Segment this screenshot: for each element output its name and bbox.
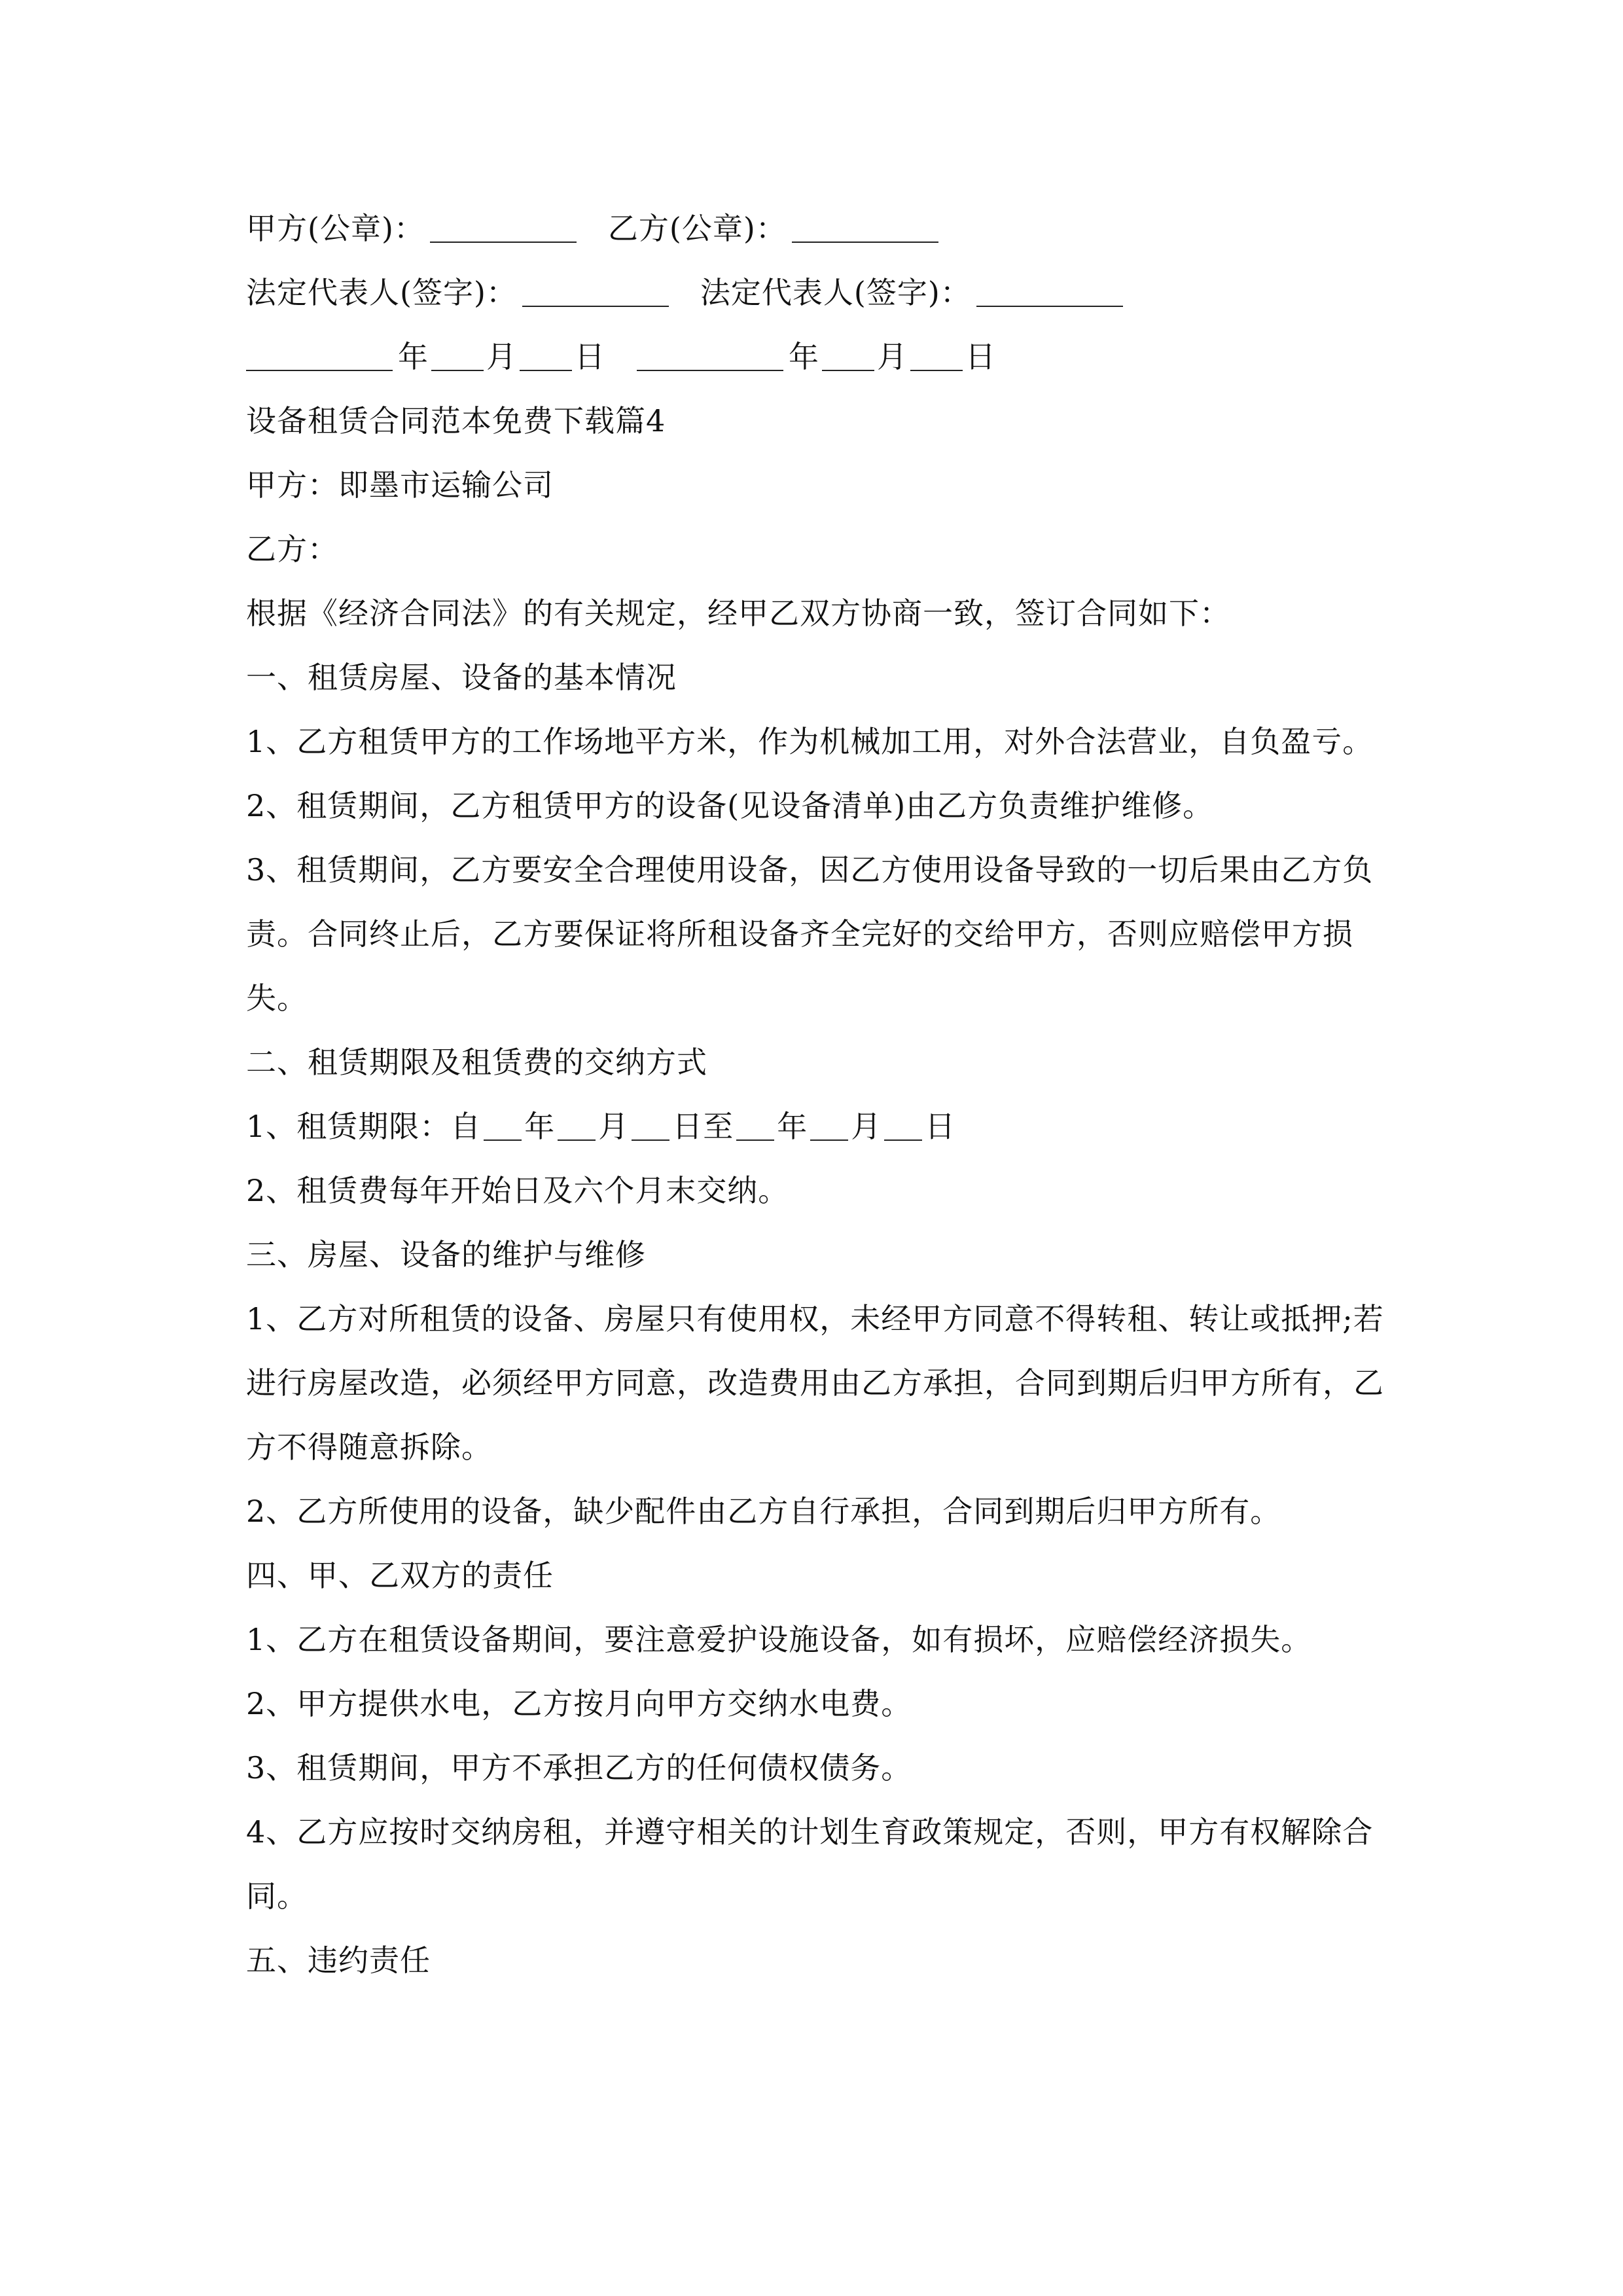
term-year2: 年 bbox=[777, 1109, 808, 1144]
section1-heading: 一、租赁房屋、设备的基本情况 bbox=[246, 660, 677, 695]
section4-item-2: 2、甲方提供水电，乙方按月向甲方交纳水电费。 bbox=[246, 1686, 912, 1721]
party-a-seal-label: 甲方(公章)： bbox=[246, 211, 425, 246]
representative-line bbox=[246, 260, 1385, 325]
date-a-month-blank bbox=[431, 340, 484, 371]
date-a-day-blank bbox=[520, 340, 572, 371]
date-a-day: 日 bbox=[575, 339, 605, 374]
contract-title: 设备租赁合同范本免费下载篇4 bbox=[246, 403, 666, 439]
rep-a-label: 法定代表人(签字)： bbox=[246, 275, 517, 310]
date-a-month: 月 bbox=[486, 339, 517, 374]
section1-item-2: 2、租赁期间，乙方租赁甲方的设备(见设备清单)由乙方负责维护维修。 bbox=[246, 788, 1214, 823]
date-b-month: 月 bbox=[877, 339, 908, 374]
party-a-seal-blank bbox=[430, 211, 577, 243]
date-a-year-blank bbox=[246, 340, 393, 371]
section4-item-3: 3、租赁期间，甲方不承担乙方的任何债权债务。 bbox=[246, 1750, 912, 1785]
rep-a-blank bbox=[522, 276, 669, 307]
date-b-day: 日 bbox=[965, 339, 996, 374]
date-b-month-blank bbox=[822, 340, 874, 371]
section3-item-2: 2、乙方所使用的设备，缺少配件由乙方自行承担，合同到期后归甲方所有。 bbox=[246, 1494, 1281, 1529]
section2-term-line bbox=[246, 1094, 1385, 1158]
term-day-blank bbox=[632, 1109, 669, 1141]
term-day-to: 日至 bbox=[672, 1109, 734, 1144]
term-day2: 日 bbox=[925, 1109, 956, 1144]
term-year-blank bbox=[484, 1109, 522, 1141]
term-month-blank bbox=[558, 1109, 596, 1141]
party-b-seal-label: 乙方(公章)： bbox=[607, 211, 787, 246]
date-line bbox=[246, 325, 1385, 389]
section1-item-1: 1、乙方租赁甲方的工作场地平方米，作为机械加工用，对外合法营业，自负盈亏。 bbox=[246, 724, 1374, 759]
document-content bbox=[246, 196, 1385, 1992]
section1-item-3: 3、租赁期间，乙方要安全合理使用设备，因乙方使用设备导致的一切后果由乙方负责。合同终止后，乙方要保证将所租设备齐全完好的交给甲方，否则应赔偿甲方损失。 bbox=[246, 852, 1374, 1016]
rep-b-blank bbox=[976, 276, 1123, 307]
term-year2-blank bbox=[736, 1109, 774, 1141]
section4-item-1: 1、乙方在租赁设备期间，要注意爱护设施设备，如有损坏，应赔偿经济损失。 bbox=[246, 1622, 1312, 1657]
section5-heading: 五、违约责任 bbox=[246, 1943, 431, 1978]
intro-paragraph: 根据《经济合同法》的有关规定，经甲乙双方协商一致，签订合同如下： bbox=[246, 596, 1230, 631]
section4-item-4: 4、乙方应按时交纳房租，并遵守相关的计划生育政策规定，否则，甲方有权解除合同。 bbox=[246, 1814, 1374, 1914]
section2-heading: 二、租赁期限及租赁费的交纳方式 bbox=[246, 1045, 707, 1080]
term-month: 月 bbox=[598, 1109, 630, 1144]
term-month2-blank bbox=[810, 1109, 848, 1141]
section4-heading: 四、甲、乙双方的责任 bbox=[246, 1558, 554, 1593]
term-prefix: 1、租赁期限：自 bbox=[246, 1109, 482, 1144]
term-day2-blank bbox=[884, 1109, 922, 1141]
party-b-seal-blank bbox=[792, 211, 938, 243]
date-a-year: 年 bbox=[398, 339, 429, 374]
date-b-year: 年 bbox=[789, 339, 819, 374]
term-month2: 月 bbox=[851, 1109, 882, 1144]
section3-heading: 三、房屋、设备的维护与维修 bbox=[246, 1237, 646, 1272]
date-b-day-blank bbox=[910, 340, 963, 371]
section3-item-1: 1、乙方对所租赁的设备、房屋只有使用权，未经甲方同意不得转租、转让或抵押;若进行房屋改造，必须经甲方同意，改造费用由乙方承担，合同到期后归甲方所有，乙方不得随意拆除。 bbox=[246, 1301, 1384, 1465]
party-b-line: 乙方： bbox=[246, 531, 338, 567]
party-a-line: 甲方：即墨市运输公司 bbox=[246, 467, 554, 503]
section2-item-2: 2、租赁费每年开始日及六个月末交纳。 bbox=[246, 1173, 789, 1208]
rep-b-label: 法定代表人(签字)： bbox=[700, 275, 971, 310]
date-b-year-blank bbox=[637, 340, 783, 371]
term-year: 年 bbox=[524, 1109, 556, 1144]
seal-line bbox=[246, 196, 1385, 260]
